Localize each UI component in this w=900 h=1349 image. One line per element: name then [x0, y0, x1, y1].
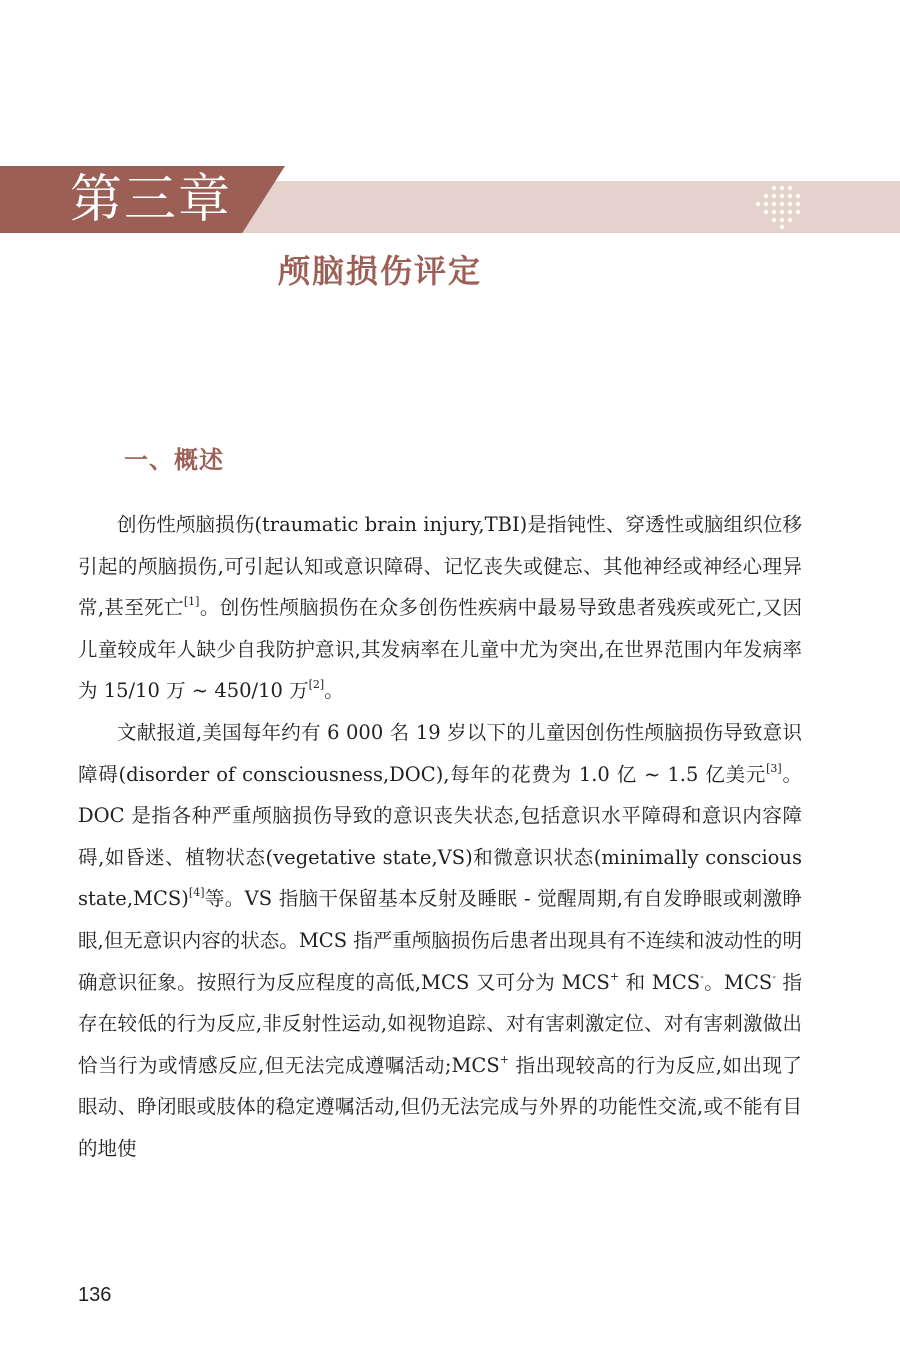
chapter-title: 颅脑损伤评定 [277, 252, 482, 290]
text-run: 创伤性颅脑损伤(traumatic brain injury,TBI)是指钝性、穿透性或脑组织位移引起的颅脑损伤,可引起认知或意识障碍、记忆丧失或健忘、其他神经或神经心理异常,甚至死亡 [78, 513, 802, 620]
text-run: 指出现较高的行为反应,如出现了眼动、睁闭眼或肢体的稳定遵嘱活动,但仍无法完成与外界的功能性交流,或不能有目的地使 [78, 1053, 802, 1160]
page-number: 136 [78, 1284, 112, 1306]
superscript: [2] [308, 678, 325, 692]
superscript: + [609, 969, 620, 983]
chapter-label: 第三章 [70, 170, 233, 230]
body-text [78, 504, 802, 1170]
text-run: 。MCS [703, 970, 773, 994]
superscript: [1] [183, 595, 200, 609]
superscript: [4] [188, 886, 205, 900]
text-run: 和 MCS [619, 970, 701, 994]
superscript: [3] [766, 761, 782, 775]
text-run: 文献报道,美国每年约有 6 000 名 19 岁以下的儿童因创伤性颅脑损伤导致意识障碍(disorder of consciousness,DOC),每年的花费为 1.0 亿 ~ 1.5 亿美元 [78, 720, 802, 786]
superscript: - [772, 969, 776, 983]
text-run: 等。VS 指脑干保留基本反射及睡眠 - 觉醒周期,有自发睁眼或刺激睁眼,但无意识内容的状态。MCS 指严重颅脑损伤后患者出现具有不连续和波动性的明确意识征象。按照行为反应程度的高低,MCS 又可分为 MCS [78, 887, 802, 994]
text-run: 。DOC 是指各种严重颅脑损伤导致的意识丧失状态,包括意识水平障碍和意识内容障碍,如昏迷、植物状态(vegetative state,VS)和微意识状态(minimally conscious state,MCS) [78, 762, 802, 911]
paragraph [78, 712, 802, 1170]
superscript: + [499, 1052, 509, 1066]
superscript: - [700, 969, 704, 983]
section-heading: 一、概述 [124, 446, 224, 474]
text-run: 指存在较低的行为反应,非反射性运动,如视物追踪、对有害刺激定位、对有害刺激做出恰当行为或情感反应,但无法完成遵嘱活动;MCS [78, 970, 802, 1077]
text-run: 。创伤性颅脑损伤在众多创伤性疾病中最易导致患者残疾或死亡,又因儿童较成年人缺少自我防护意识,其发病率在儿童中尤为突出,在世界范围内年发病率为 15/10 万 ~ 450/10 万 [78, 596, 802, 703]
dots-icon [752, 184, 808, 230]
text-run: 。 [324, 679, 344, 703]
paragraph [78, 504, 802, 712]
